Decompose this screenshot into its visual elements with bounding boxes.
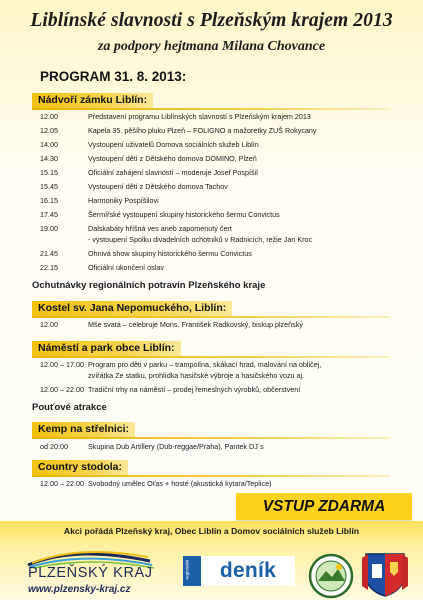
schedule-text: Tradiční trhy na náměstí – prodej řemeslných výrobků, občerstvení (88, 385, 301, 394)
schedule-row (0, 319, 423, 331)
schedule-time: 19.00 (40, 224, 58, 233)
schedule-time: 22.15 (40, 263, 58, 272)
schedule-row (0, 125, 423, 137)
schedule-row (0, 384, 423, 396)
section-heading-namesti: Náměstí a park obce Liblín: (32, 341, 181, 356)
poster-subtitle: za podpory hejtmana Milana Chovance (97, 39, 326, 54)
schedule-row (0, 181, 423, 193)
plzensky-kraj-logo (22, 551, 162, 596)
organizers-text: Akci pořádá Plzeňský kraj, Obec Liblín a Domov sociálních služeb Liblín (63, 526, 360, 536)
schedule-time: 16.15 (40, 196, 58, 205)
section-rule (32, 437, 390, 439)
denik-wordmark: deník (201, 556, 295, 586)
schedule-text: Šermířské vystoupení skupiny historického šermu Convictus (88, 210, 280, 219)
section-rule (32, 356, 390, 358)
schedule-text: Dalskabáty hříšná ves aneb zapomenutý čert (88, 224, 232, 233)
schedule-text: Skupina Dub Artillery (Dub-reggae/Praha), Pantek DJ´s (88, 442, 264, 451)
section-heading-country: Country stodola: (32, 460, 128, 475)
schedule-text: Ohnivá show skupiny historického šermu Convictus (88, 249, 252, 258)
denik-side-tag (183, 556, 201, 586)
schedule-row (0, 195, 423, 207)
schedule-row (0, 478, 423, 490)
schedule-text: Vystoupení uživatelů Domova sociálních služeb Liblín (88, 140, 259, 149)
schedule-time: 12.00 (40, 320, 58, 329)
schedule-text: Kapela 35. pěšího pluku Plzeň – FOLIGNO a mažoretky ZUŠ Rokycany (88, 126, 317, 135)
schedule-row (0, 167, 423, 179)
denik-tag-text: regionální (184, 559, 190, 580)
schedule-text: Oficiální zahájení slavností – moderuje Josef Pospíšil (88, 168, 258, 177)
region-logo-name: PLZEŇSKÝ KRAJ (28, 565, 153, 581)
schedule-text: Mše svatá – celebruje Mons. František Radkovský, biskup plzeňský (88, 320, 303, 329)
schedule-time: 12.00 – 22.00 (40, 385, 84, 394)
schedule-time: 15.45 (40, 182, 58, 191)
section-heading-kostel: Kostel sv. Jana Nepomuckého, Liblín: (32, 301, 232, 316)
schedule-row (0, 234, 423, 246)
schedule-time: od 20:00 (40, 442, 68, 451)
schedule-text: zvířátka Ze statku, prohlídka hasičské výbroje a hasičského vozu aj. (88, 371, 305, 380)
program-heading: PROGRAM 31. 8. 2013: (40, 69, 187, 84)
schedule-time: 15.15 (40, 168, 58, 177)
schedule-text: - vystoupení Spolku divadelních ochotníků v Radnicích, režie Jan Kroc (88, 235, 313, 244)
schedule-text: Vystoupení dětí z Dětského domova DOMINO, Plzeň (88, 154, 257, 163)
round-emblem-icon (308, 553, 354, 599)
schedule-row (0, 153, 423, 165)
schedule-row (0, 111, 423, 123)
schedule-time: 12.00 – 17.00 (40, 360, 84, 369)
schedule-time: 14.30 (40, 154, 58, 163)
schedule-row (0, 262, 423, 274)
schedule-time: 12.05 (40, 126, 58, 135)
section-rule (32, 475, 390, 477)
schedule-time: 17.45 (40, 210, 58, 219)
schedule-text: Svobodný umělec Oťas + hosté (akustická kytara/Teplice) (88, 479, 272, 488)
schedule-row (0, 139, 423, 151)
section-note: Ochutnávky regionálních potravin Plzeňského kraje (32, 280, 266, 291)
poster-title: Liblínské slavnosti s Plzeňským krajem 2013 (30, 10, 393, 31)
schedule-text: Oficiální ukončení oslav (88, 263, 164, 272)
schedule-row (0, 441, 423, 453)
section-heading-kemp: Kemp na střelnici: (32, 422, 135, 437)
schedule-time: 21.45 (40, 249, 58, 258)
schedule-time: 12.00 – 22.00 (40, 479, 84, 488)
schedule-time: 12.00 (40, 112, 58, 121)
denik-logo (183, 556, 295, 586)
schedule-row (0, 370, 423, 382)
coat-of-arms-icon (360, 550, 410, 598)
region-url[interactable]: www.plzensky-kraj.cz (28, 584, 131, 595)
section-note: Pouťové atrakce (32, 402, 107, 413)
schedule-row (0, 209, 423, 221)
section-rule (32, 316, 390, 318)
section-rule (32, 108, 390, 110)
schedule-time: 14.00 (40, 140, 58, 149)
free-entry-banner: VSTUP ZDARMA (236, 493, 412, 520)
schedule-text: Program pro děti v parku – trampolína, skákací hrad, malování na obličej, (88, 360, 322, 369)
schedule-row (0, 248, 423, 260)
schedule-text: Představení programu Liblínských slavností s Plzeňským krajem 2013 (88, 112, 311, 121)
schedule-text: Harmoniky Pospíšilovi (88, 196, 159, 205)
section-heading-nadvori: Nádvoří zámku Liblín: (32, 93, 153, 108)
schedule-text: Vystoupení dětí z Dětského domova Tachov (88, 182, 228, 191)
